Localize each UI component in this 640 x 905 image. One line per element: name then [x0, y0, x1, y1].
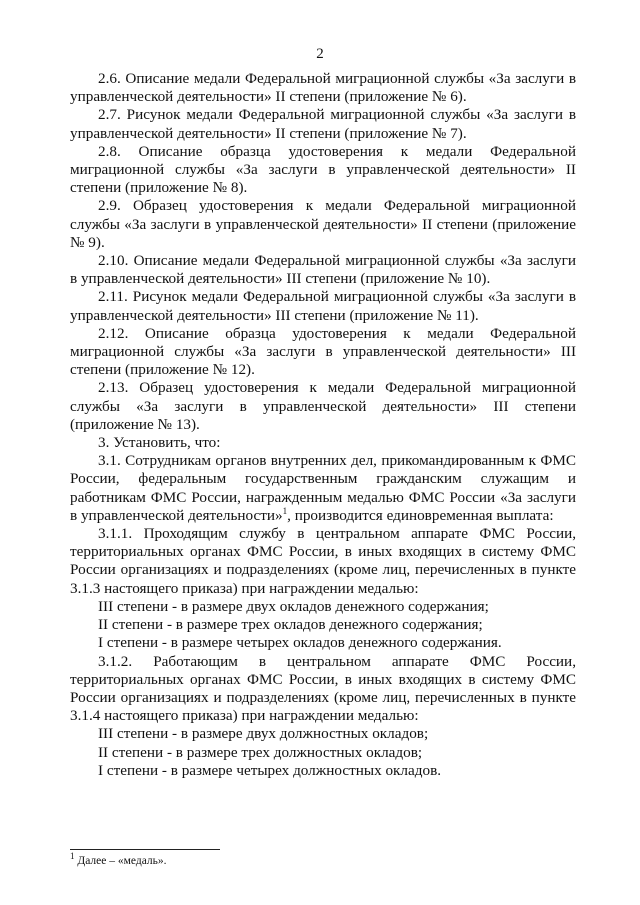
- paragraph-2-12: 2.12. Описание образца удостоверения к медали Федеральной миграционной службы «За заслуги в управленческой деятельности» III степени (приложение № 12).: [70, 324, 576, 379]
- paragraph-2-7: 2.7. Рисунок медали Федеральной миграционной службы «За заслуги в управленческой деятельности» II степени (приложение № 7).: [70, 106, 576, 142]
- paragraph-2-13: 2.13. Образец удостоверения к медали Федеральной миграционной службы «За заслуги в управленческой деятельности» III степени (приложение № 13).: [70, 379, 576, 433]
- paragraph-3-1-text: 3.1. Сотрудникам органов внутренних дел, прикомандированным к ФМС России, федеральным государственным гражданским служащим и работникам ФМС России, награжденным медалью ФМС России «За заслуги в управленческой деятельности»: [70, 452, 576, 524]
- paragraph-3-1: [70, 452, 576, 525]
- paragraph-2-6: 2.6. Описание медали Федеральной миграционной службы «За заслуги в управленческой деятельности» II степени (приложение № 6).: [70, 70, 576, 106]
- footnote-text: Далее – «медаль».: [77, 855, 167, 867]
- footnote: [70, 851, 167, 868]
- paragraph-2-11: 2.11. Рисунок медали Федеральной миграционной службы «За заслуги в управленческой деятельности» III степени (приложение № 11).: [70, 288, 576, 324]
- paragraph-3-1-text-end: , производится единовременная выплата:: [287, 506, 554, 524]
- paragraph-3: 3. Установить, что:: [98, 434, 221, 452]
- list-item-degree-i-official: I степени - в размере четырех должностных окладов.: [98, 761, 442, 779]
- paragraph-2-10: 2.10. Описание медали Федеральной миграционной службы «За заслуги в управленческой деятельности» III степени (приложение № 10).: [70, 252, 576, 288]
- page-number: 2: [316, 46, 324, 62]
- list-item-degree-i: I степени - в размере четырех окладов денежного содержания.: [98, 634, 502, 652]
- document-body: [70, 70, 576, 780]
- footnote-mark: 1: [70, 851, 75, 862]
- footnote-divider: [70, 849, 220, 850]
- paragraph-3-1-2: 3.1.2. Работающим в центральном аппарате ФМС России, территориальных органах ФМС России, в иных входящих в систему ФМС России организациях и подразделениях (кроме лиц, перечисленных в пункте 3.1.4 настоящего приказа) при награждении медалью:: [70, 652, 576, 725]
- paragraph-3-1-1: 3.1.1. Проходящим службу в центральном аппарате ФМС России, территориальных органах ФМС России, в иных входящих в систему ФМС России организациях и подразделениях (кроме лиц, перечисленных в пункте 3.1.3 настоящего приказа) при награждении медалью:: [70, 525, 576, 597]
- list-item-degree-ii: II степени - в размере трех окладов денежного содержания;: [98, 616, 483, 634]
- list-item-degree-ii-official: II степени - в размере трех должностных окладов;: [98, 743, 423, 761]
- footnote-reference: 1: [282, 505, 288, 516]
- list-item-degree-iii: III степени - в размере двух окладов денежного содержания;: [98, 597, 489, 615]
- paragraph-2-8: 2.8. Описание образца удостоверения к медали Федеральной миграционной службы «За заслуги в управленческой деятельности» II степени (приложение № 8).: [70, 142, 576, 197]
- paragraph-2-9: 2.9. Образец удостоверения к медали Федеральной миграционной службы «За заслуги в управленческой деятельности» II степени (приложение № 9).: [70, 197, 576, 251]
- list-item-degree-iii-official: III степени - в размере двух должностных окладов;: [98, 725, 429, 743]
